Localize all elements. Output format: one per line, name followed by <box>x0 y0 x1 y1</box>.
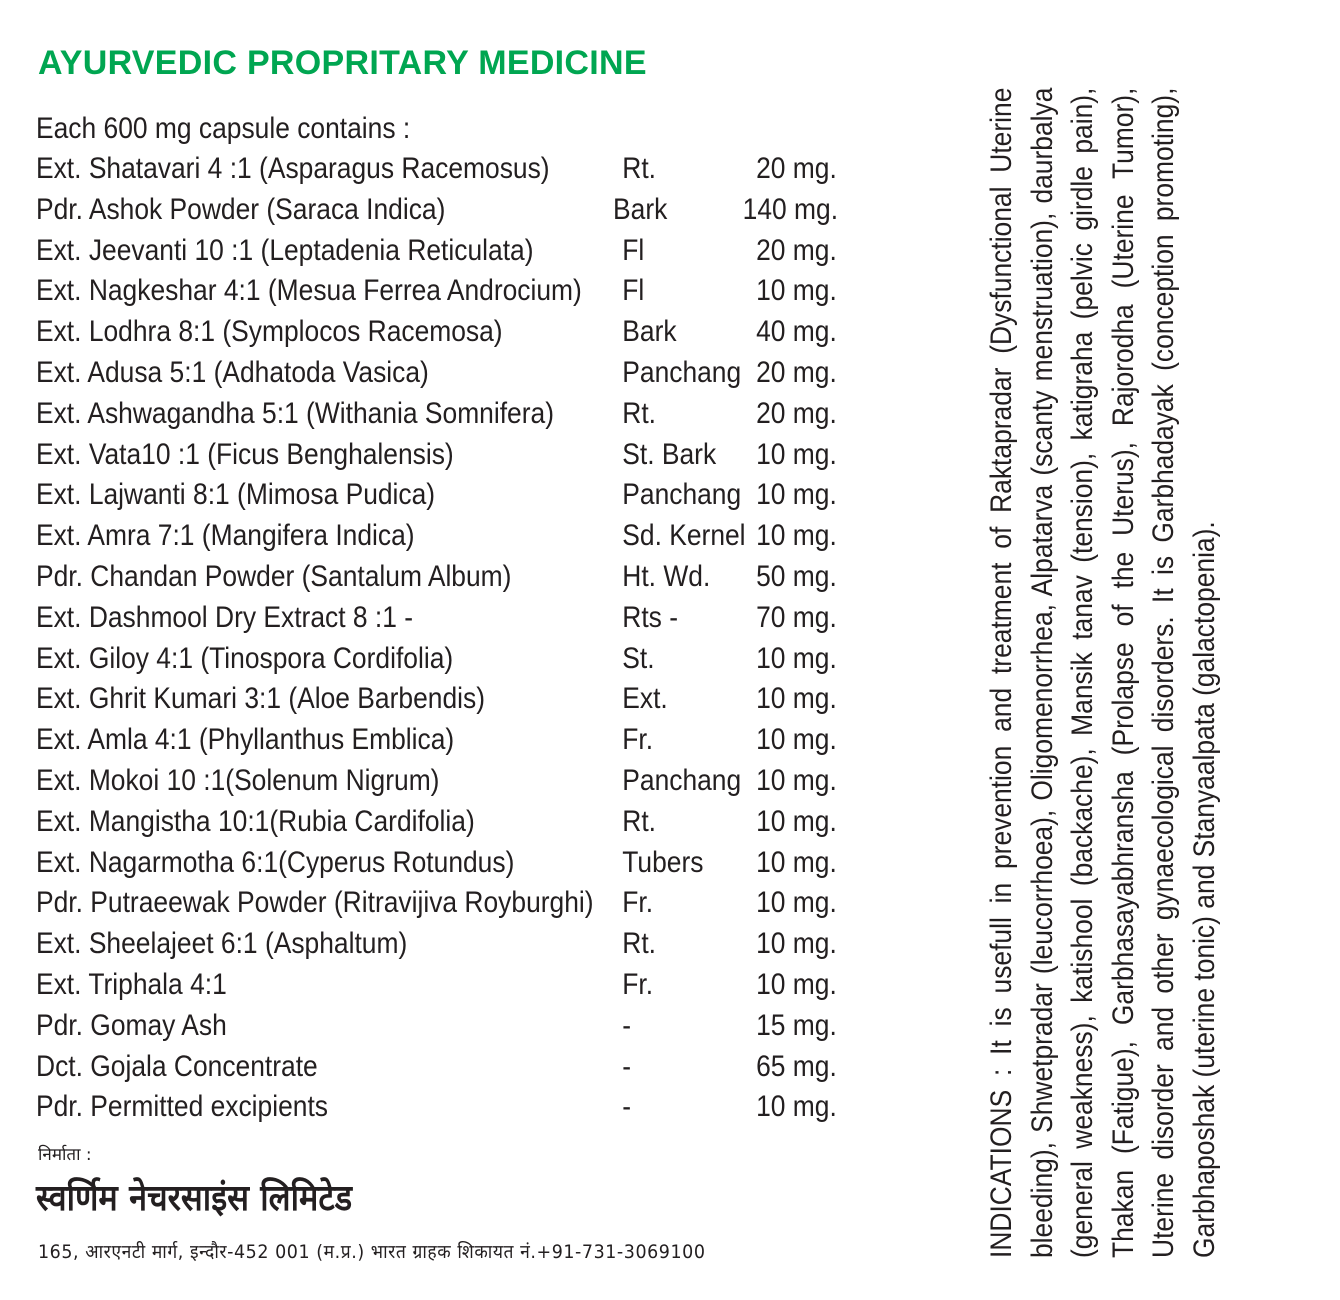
ingredient-row <box>36 802 837 843</box>
ingredient-name: Dct. Gojala Concentrate <box>36 1049 318 1083</box>
ingredient-qty: 10 mg. <box>756 437 837 471</box>
ingredient-part: Rts - <box>622 600 679 634</box>
ingredient-qty: 50 mg. <box>756 559 837 593</box>
ingredient-qty: 10 mg. <box>756 641 837 675</box>
ingredient-name: Pdr. Putraeewak Powder (Ritravijiva Royburghi) <box>36 886 594 920</box>
ingredient-row <box>36 679 837 720</box>
ingredient-part: Ext. <box>622 682 668 716</box>
ingredient-part: Ht. Wd. <box>622 559 711 593</box>
ingredient-name: Ext. Mangistha 10:1(Rubia Cardifolia) <box>36 804 475 838</box>
ingredient-name: Ext. Mokoi 10 :1(Solenum Nigrum) <box>36 763 440 797</box>
ingredient-row <box>36 231 837 272</box>
ingredient-name: Ext. Nagarmotha 6:1(Cyperus Rotundus) <box>36 845 515 879</box>
ingredient-qty: 10 mg. <box>756 886 837 920</box>
ingredient-part: Rt. <box>622 804 657 838</box>
ingredient-qty: 10 mg. <box>756 478 837 512</box>
ingredient-qty: 10 mg. <box>756 967 837 1001</box>
ingredient-part: - <box>622 1008 632 1042</box>
ingredient-row <box>36 883 837 924</box>
ingredient-row <box>36 475 837 516</box>
ingredient-part: St. Bark <box>622 437 717 471</box>
ingredient-part: Fl <box>622 274 645 308</box>
composition-intro: Each 600 mg capsule contains : <box>36 112 411 145</box>
ingredient-part: Rt. <box>622 927 657 961</box>
ingredient-qty: 140 mg. <box>742 192 839 226</box>
ingredient-row <box>36 598 837 639</box>
product-category-title: AYURVEDIC PROPRITARY MEDICINE <box>38 44 647 82</box>
ingredient-name: Ext. Nagkeshar 4:1 (Mesua Ferrea Androcium) <box>36 274 582 308</box>
ingredient-qty: 10 mg. <box>756 804 837 838</box>
manufacturer-label: निर्माता : <box>38 1145 92 1165</box>
ingredient-part: Panchang <box>622 478 742 512</box>
ingredient-row <box>36 965 837 1006</box>
ingredient-name: Ext. Adusa 5:1 (Adhatoda Vasica) <box>36 355 429 389</box>
ingredient-qty: 10 mg. <box>756 274 837 308</box>
ingredient-qty: 65 mg. <box>756 1049 837 1083</box>
ingredient-qty: 20 mg. <box>756 355 837 389</box>
ingredient-qty: 70 mg. <box>756 600 837 634</box>
ingredient-name: Ext. Sheelajeet 6:1 (Asphaltum) <box>36 927 408 961</box>
ingredient-row <box>36 1006 837 1047</box>
ingredient-row <box>36 149 837 190</box>
manufacturer-address: 165, आरएनटी मार्ग, इन्दौर-452 001 (म.प्र.) भारत ग्राहक शिकायत नं.+91-731-3069100 <box>38 1241 706 1263</box>
ingredient-name: Ext. Lajwanti 8:1 (Mimosa Pudica) <box>36 478 436 512</box>
ingredient-qty: 20 mg. <box>756 152 837 185</box>
ingredient-part: Rt. <box>622 396 657 430</box>
ingredient-name: Ext. Jeevanti 10 :1 (Leptadenia Reticulata) <box>36 233 534 267</box>
ingredient-name: Pdr. Gomay Ash <box>36 1008 227 1042</box>
ingredient-part: Fr. <box>622 723 654 757</box>
ingredient-qty: 10 mg. <box>756 682 837 716</box>
ingredient-name: Pdr. Permitted excipients <box>36 1090 329 1124</box>
ingredient-name: Ext. Lodhra 8:1 (Symplocos Racemosa) <box>36 315 503 349</box>
ingredient-part: Rt. <box>622 152 657 185</box>
ingredient-name: Ext. Giloy 4:1 (Tinospora Cordifolia) <box>36 641 454 675</box>
ingredient-name: Ext. Dashmool Dry Extract 8 :1 - <box>36 600 414 634</box>
ingredient-qty: 10 mg. <box>756 519 837 553</box>
ingredient-part: - <box>622 1090 632 1124</box>
ingredient-row <box>36 190 837 231</box>
ingredient-name: Ext. Shatavari 4 :1 (Asparagus Racemosus) <box>36 152 550 185</box>
ingredient-part: Bark <box>622 315 677 349</box>
ingredient-qty: 15 mg. <box>756 1008 837 1042</box>
ingredient-part: Fl <box>622 233 645 267</box>
ingredient-part: Tubers <box>622 845 704 879</box>
ingredient-name: Pdr. Ashok Powder (Saraca Indica) <box>36 192 446 226</box>
ingredient-name: Ext. Ghrit Kumari 3:1 (Aloe Barbendis) <box>36 682 485 716</box>
ingredient-part: Bark <box>613 192 668 226</box>
ingredient-name: Ext. Amra 7:1 (Mangifera Indica) <box>36 519 415 553</box>
ingredient-qty: 10 mg. <box>756 927 837 961</box>
composition-table <box>36 108 837 1128</box>
manufacturer-name: स्वर्णिम नेचरसाइंस लिमिटेड <box>36 1178 353 1219</box>
ingredient-row <box>36 312 837 353</box>
ingredient-qty: 10 mg. <box>756 723 837 757</box>
ingredient-name: Ext. Ashwagandha 5:1 (Withania Somnifera) <box>36 396 555 430</box>
ingredient-name: Pdr. Chandan Powder (Santalum Album) <box>36 559 512 593</box>
ingredient-name: Ext. Amla 4:1 (Phyllanthus Emblica) <box>36 723 455 757</box>
ingredient-row <box>36 435 837 476</box>
ingredient-qty: 10 mg. <box>756 845 837 879</box>
ingredient-row <box>36 516 837 557</box>
ingredient-row <box>36 557 837 598</box>
ingredient-row <box>36 1087 837 1128</box>
ingredient-qty: 10 mg. <box>756 1090 837 1124</box>
ingredient-row <box>36 720 837 761</box>
ingredient-row <box>36 353 837 394</box>
ingredient-row <box>36 843 837 884</box>
ingredient-row <box>36 639 837 680</box>
ingredient-part: Fr. <box>622 967 654 1001</box>
indications-panel <box>982 88 1282 1258</box>
ingredient-part: St. <box>622 641 655 675</box>
ingredient-row <box>36 924 837 965</box>
ingredient-part: Panchang <box>622 763 742 797</box>
ingredient-row <box>36 761 837 802</box>
ingredient-part: - <box>622 1049 632 1083</box>
indications-text: INDICATIONS : It is usefull in prevention and treatment of Raktapradar (Dysfunctional Uterine bleeding), Shwetpradar (leucorrhoea), Oligomenorrhea, Alpatarva (scanty menstruation), daurbalya (general weakness), katishool (backache), Mansik tanav (tension), katigraha (pelvic girdle pain), Thakan (Fatigue), Garbhasayabhransha (Prolapse of the Uterus), Rajorodha (Uterine Tumor), Uterine disorder and other gynaecological disorders. It is Garbhadayak (conception promoting), Garbhaposhak (uterine tonic) and Stanyaalpata (galactopenia). <box>985 87 1221 1258</box>
ingredient-row <box>36 1047 837 1088</box>
ingredient-qty: 10 mg. <box>756 763 837 797</box>
ingredient-part: Fr. <box>622 886 654 920</box>
ingredient-name: Ext. Vata10 :1 (Ficus Benghalensis) <box>36 437 454 471</box>
ingredient-row <box>36 394 837 435</box>
ingredient-qty: 20 mg. <box>756 233 837 267</box>
ingredient-qty: 40 mg. <box>756 315 837 349</box>
ingredient-qty: 20 mg. <box>756 396 837 430</box>
ingredient-part: Sd. Kernel <box>622 519 746 553</box>
ingredient-name: Ext. Triphala 4:1 <box>36 967 227 1001</box>
ingredient-row <box>36 271 837 312</box>
ingredient-part: Panchang <box>622 355 742 389</box>
